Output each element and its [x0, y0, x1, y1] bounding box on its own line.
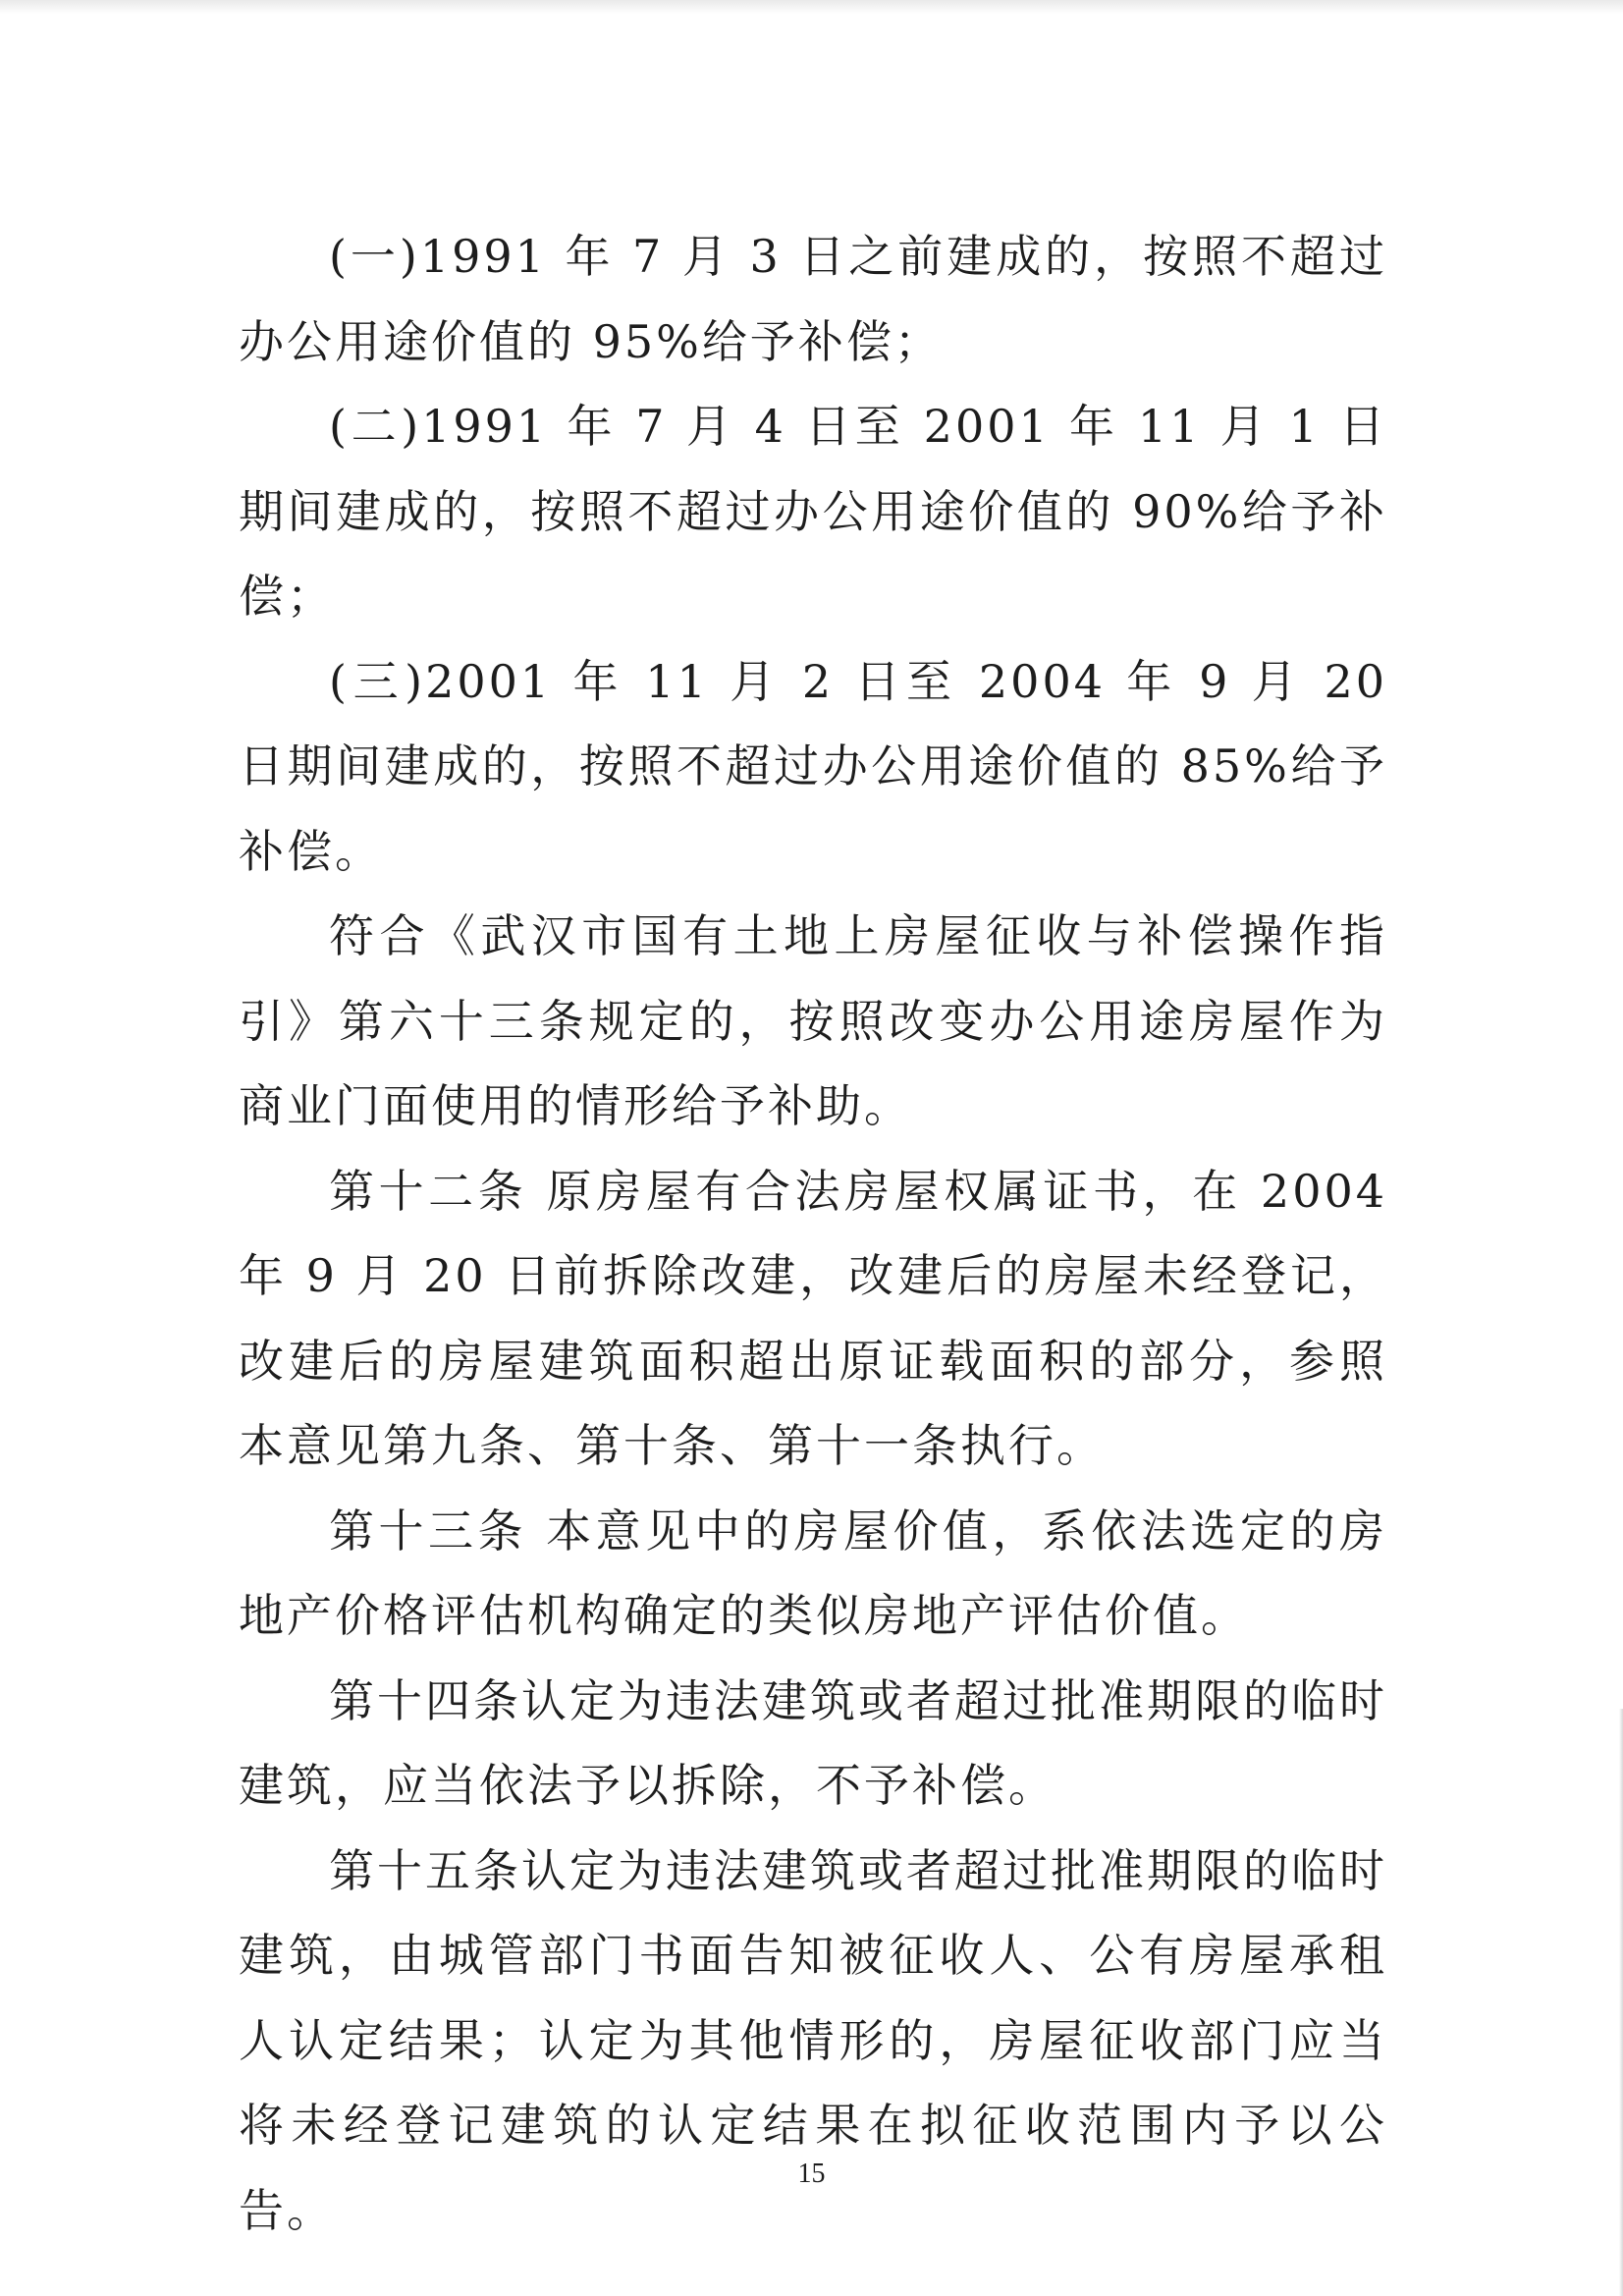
page-number: 15 [797, 2159, 826, 2189]
scan-top-edge [0, 0, 1623, 14]
paragraph-item-1: (一)1991 年 7 月 3 日之前建成的，按照不超过办公用途价值的 95%给予补偿； [239, 230, 1387, 368]
article-twelve: 第十二条 原房屋有合法房屋权属证书，在 2004 年 9 月 20 日前拆除改建，改建后的房屋未经登记，改建后的房屋建筑面积超出原证载面积的部分，参照本意见第九条、第十条、第十一条执行。 [239, 1164, 1387, 1472]
paragraph-item-3: (三)2001 年 11 月 2 日至 2004 年 9 月 20 日期间建成的，按照不超过办公用途价值的 85%给予补偿。 [239, 654, 1387, 878]
paragraph-sixty-three: 符合《武汉市国有土地上房屋征收与补偿操作指引》第六十三条规定的，按照改变办公用途房屋作为商业门面使用的情形给予补助。 [239, 909, 1387, 1132]
article-fifteen: 第十五条认定为违法建筑或者超过批准期限的临时建筑，由城管部门书面告知被征收人、公有房屋承租人认定结果；认定为其他情形的，房屋征收部门应当将未经登记建筑的认定结果在拟征收范围内予以公告。 [239, 1843, 1387, 2237]
article-thirteen: 第十三条 本意见中的房屋价值，系依法选定的房地产价格评估机构确定的类似房地产评估价值。 [239, 1503, 1387, 1642]
scan-right-edge [1619, 1709, 1623, 2296]
article-fourteen: 第十四条认定为违法建筑或者超过批准期限的临时建筑，应当依法予以拆除，不予补偿。 [239, 1673, 1387, 1812]
paragraph-item-2: (二)1991 年 7 月 4 日至 2001 年 11 月 1 日期间建成的，按照不超过办公用途价值的 90%给予补偿； [239, 400, 1387, 623]
document-body [239, 214, 1387, 2253]
